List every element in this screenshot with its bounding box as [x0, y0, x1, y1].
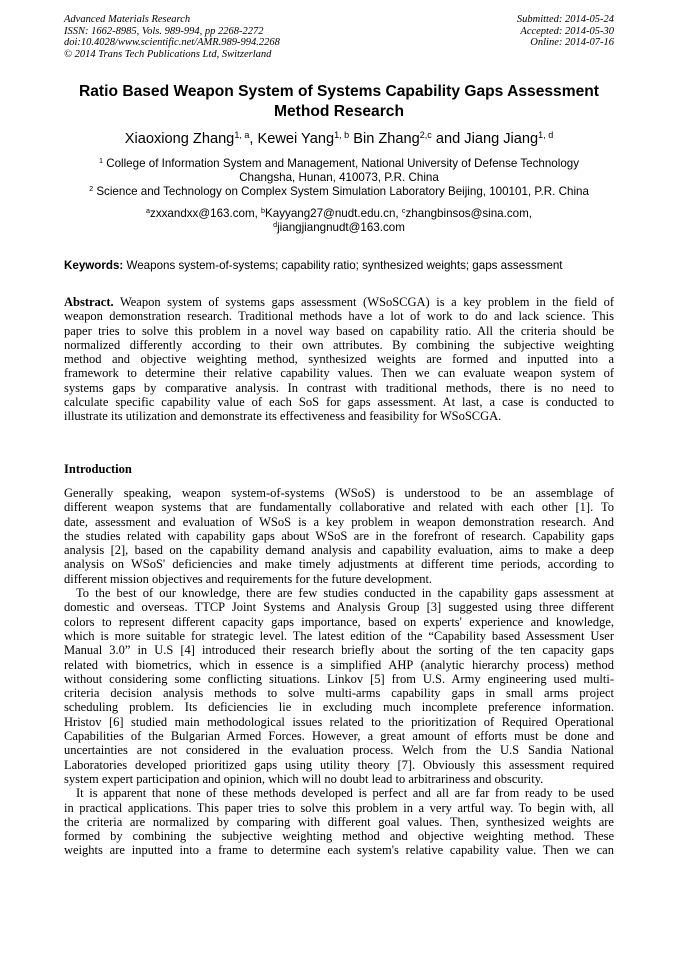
intro-line: colors to represent different capacity gaps importance, based on experts' experience and knowledge,: [64, 614, 614, 629]
abstract-paragraph: [64, 295, 614, 424]
intro-line: different mission objectives and requirements for the future development.: [64, 571, 433, 586]
author-separator: and: [431, 131, 465, 147]
abstract-line-text: Weapon system of systems gaps assessment (WSoSCGA) is a key problem in the field of: [113, 295, 614, 309]
copyright-line: © 2014 Trans Tech Publications Ltd, Switzerland: [64, 48, 272, 60]
abstract-line: method and objective weighting method, synthesized weights are formed and inputted into a: [64, 352, 614, 367]
affiliation-mark: 2: [89, 184, 94, 194]
section-heading-introduction: Introduction: [64, 462, 132, 476]
paper-title: [50, 82, 628, 122]
intro-line: scheduling problem. Its deficiencies lie in excluding much incomplete preference information.: [64, 700, 614, 715]
intro-line: Laboratories developed prioritized gaps using utility theory [7]. Obviously this assessment required: [64, 757, 614, 772]
keywords-line: [64, 259, 618, 273]
email-mark: c: [401, 206, 406, 216]
intro-line: without considering some conflicting situations. Linkov [5] from U.S. Army engineering used multi-: [64, 671, 614, 686]
intro-line: analysis on WSoS' deficiencies and make timely adjustments at different time periods, according to: [64, 557, 614, 572]
intro-line: different weapon systems that are fundamentally collaborative and related with each other [1]. To: [64, 500, 614, 515]
affiliation-text: Science and Technology on Complex System Simulation Laboratory Beijing, 100101, P.R. China: [96, 185, 589, 198]
introduction-body: [64, 486, 614, 858]
intro-line: Manual 3.0” in U.S [4] introduced their research briefly about the sorting of the ten capacity gaps: [64, 643, 614, 658]
intro-line: in practical applications. This paper tries to solve this problem in a very artful way. To begin with, all: [64, 800, 614, 815]
intro-line: Hristov [6] studied main methodological issues related to the prioritization of Required Operational: [64, 714, 614, 729]
author-separator: ,: [249, 131, 258, 147]
intro-line: the studies related with capability gaps about WSoS are in the forefront of research. Capability gaps: [64, 528, 614, 543]
intro-line: criteria decision analysis methods to solve multi-arms capability gaps in small arms project: [64, 686, 614, 701]
author-name: Xiaoxiong Zhang: [124, 131, 235, 147]
affiliation-address: Changsha, Hunan, 410073, P.R. China: [239, 171, 439, 184]
email-link[interactable]: jiangjiangnudt@163.com: [277, 221, 405, 234]
intro-line: Capabilities of the Bulgarian Armed Forces. However, a great amount of efforts must be done and: [64, 729, 614, 744]
intro-line: It is apparent that none of these methods developed is perfect and all are far from ready to be used: [76, 786, 614, 801]
intro-line: To the best of our knowledge, there are few studies conducted in the capability gaps assessment at: [76, 586, 614, 601]
author-name: Bin Zhang: [353, 131, 420, 147]
author-affiliation-mark: 1, d: [538, 130, 554, 141]
intro-line: formed by combining the subjective weighting method and objective weighting method. These: [64, 829, 614, 844]
abstract-line: systems gaps by comparative analysis. In contrast with traditional methods, there is no need to: [64, 380, 614, 395]
abstract-line: weapon demonstration research. Traditional methods have a lot of work to do and lack science. This: [64, 309, 614, 324]
email-link[interactable]: zxxandxx@163.com,: [150, 207, 262, 220]
author-list: [30, 130, 648, 148]
author-affiliation-mark: 1, a: [234, 130, 250, 141]
affiliation-text: College of Information System and Management, National University of Defense Technology: [106, 157, 580, 170]
title-line-1: Ratio Based Weapon System of Systems Capability Gaps Assessment: [79, 83, 599, 100]
affiliation-mark: 1: [98, 156, 103, 166]
abstract-line: framework to determine their relative capability values. Then we can evaluate weapon system of: [64, 366, 614, 381]
online-date: Online: 2014-07-16: [530, 37, 614, 49]
abstract-line: paper tries to solve this problem in a novel way based on capability ratio. All the criteria should be: [64, 323, 614, 338]
email-link[interactable]: Kayyang27@nudt.edu.cn,: [265, 207, 402, 220]
abstract-line: calculate specific capability value of each SoS for gaps assessment. At last, a case is conducted to: [64, 395, 614, 410]
intro-line: weights are inputted into a frame to determine each system's relative capability value. Then we can: [64, 843, 614, 858]
intro-line: related with biometrics, which in essence is a simplified AHP (analytic hierarchy process) method: [64, 657, 614, 672]
submission-dates: [517, 14, 614, 49]
abstract-label: Abstract.: [64, 295, 114, 309]
keywords-label: Keywords:: [64, 259, 124, 272]
author-affiliation-mark: 1, b: [334, 130, 350, 141]
intro-line: which is more suitable for strategic level. The latest edition of the “Capability based Assessment User: [64, 628, 614, 643]
abstract-line: [64, 295, 614, 309]
abstract-line: normalized differently according to their own attributes. By combining the subjective weighting: [64, 337, 614, 352]
intro-line: uncertainties are not considered in the evaluation process. Welch from the U.S Sandia National: [64, 743, 614, 758]
submitted-date: Submitted: 2014-05-24: [516, 14, 614, 25]
title-line-2: Method Research: [274, 103, 404, 120]
email-mark: d: [273, 220, 278, 230]
affiliation-1: [40, 157, 638, 185]
author-name: Jiang Jiang: [464, 131, 539, 147]
intro-line: Generally speaking, weapon system-of-systems (WSoS) is understood to be an assemblage of: [64, 486, 614, 500]
journal-name: Advanced Materials Research: [64, 14, 191, 25]
intro-line: analysis [2], based on the capability demand analysis and capability evaluation, aims to make a deep: [64, 543, 614, 558]
intro-line: domestic and overseas. TTCP Joint Systems and Analysis Group [3] suggested using three different: [64, 600, 614, 615]
author-name: Kewei Yang: [257, 131, 335, 147]
issn-line: ISSN: 1662-8985, Vols. 989-994, pp 2268-2272: [64, 25, 264, 37]
email-link[interactable]: zhangbinsos@sina.com,: [405, 207, 532, 220]
intro-line: the criteria are normalized by comparing with different goal values. Then, synthesized weights are: [64, 814, 614, 829]
doi-line: doi:10.4028/www.scientific.net/AMR.989-994.2268: [64, 37, 280, 49]
intro-line: date, assessment and evaluation of WSoS is a key problem in weapon demonstration research. And: [64, 514, 614, 529]
keywords-text: Weapons system-of-systems; capability ratio; synthesized weights; gaps assessment: [123, 259, 563, 272]
accepted-date: Accepted: 2014-05-30: [520, 25, 614, 37]
author-affiliation-mark: 2,c: [419, 130, 432, 141]
intro-line: system expert participation and opinion, which will no doubt lead to arbitrariness and obscurity.: [64, 771, 544, 786]
email-mark: a: [146, 206, 151, 216]
author-emails: [40, 207, 638, 235]
email-mark: b: [261, 206, 266, 216]
abstract-line: illustrate its utilization and demonstrate its effectiveness and feasibility for WSoSCGA.: [64, 409, 502, 424]
journal-info: [64, 14, 280, 60]
affiliation-2: [40, 185, 638, 199]
